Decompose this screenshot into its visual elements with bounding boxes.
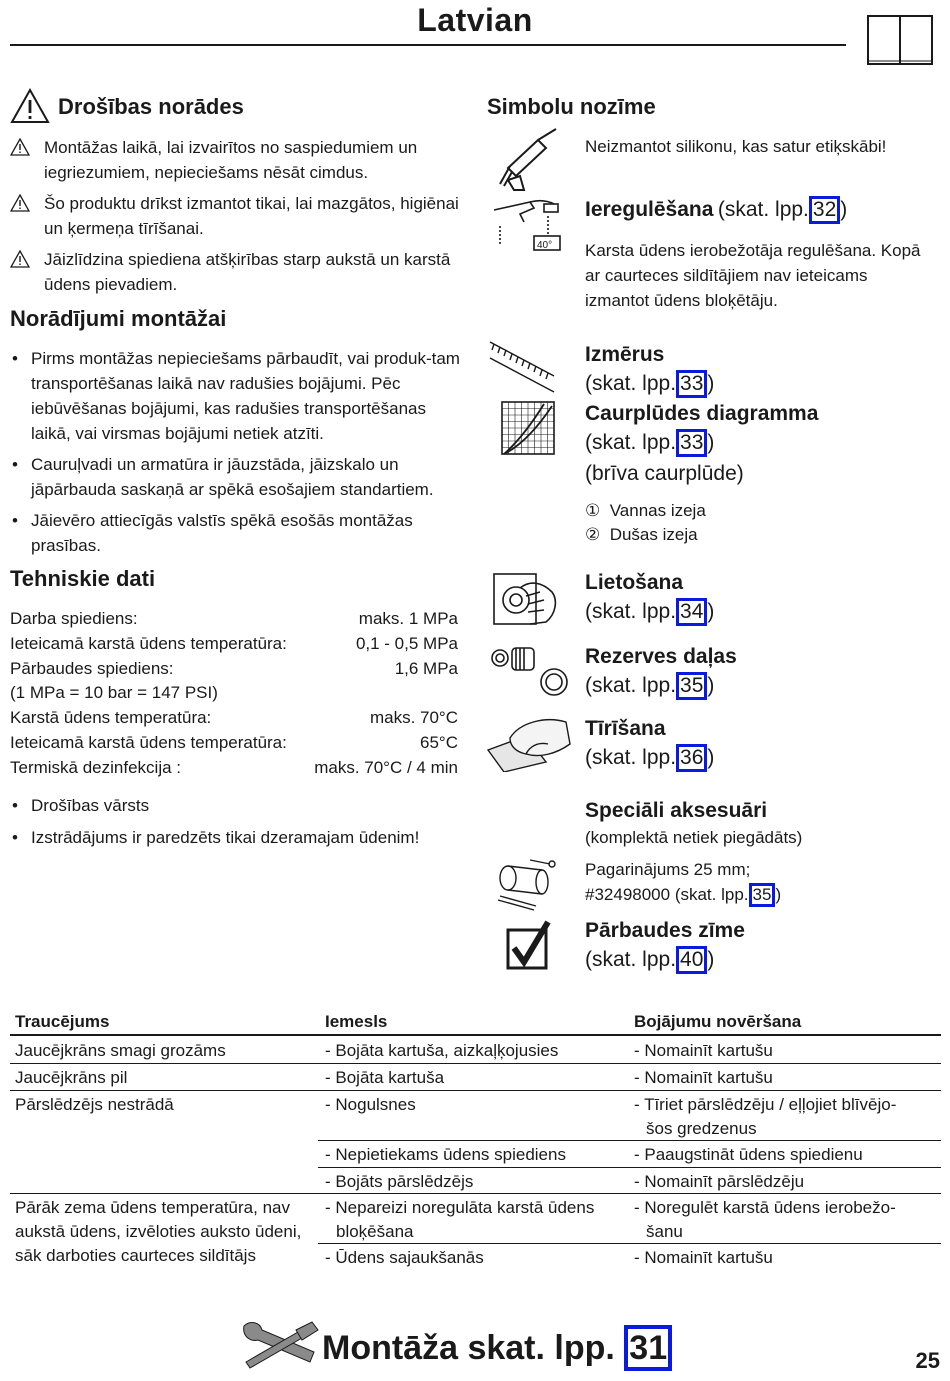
page-ref-link[interactable]: 33 [676,370,707,398]
page-ref-link[interactable]: 36 [676,744,707,772]
safety-item: Šo produktu drīkst izmantot tikai, lai mazgātos, higiēnai un ķermeņa tīrīšanai. [10,191,460,241]
silicone-gun-icon [498,126,562,192]
table-cell: Pārāk zema ūdens temperatūra, nav [15,1198,290,1217]
warning-icon [10,138,30,156]
table-cell: Jaucējkrāns pil [15,1068,128,1087]
list-item: • Pirms montāžas nepieciešams pārbaudīt, vai produk-tam transportēšanas laikā nav radušies bojājumi. Pēc iebūvēšanas bojājumi, kas radušies transportēšanas laikā, vai virsmas bojājumi netiek atzīti. [12,349,460,443]
spare-parts-icon [490,640,570,698]
accessories-ref: #32498000 (skat. lpp. 35 ) [585,882,781,907]
page-ref-link[interactable]: 35 [749,883,776,907]
silicone-note: Neizmantot silikonu, kas satur etiķskābi! [585,137,887,156]
warning-triangle-icon [10,88,50,124]
table-cell: sāk darboties caurteces sildītājs [15,1246,256,1265]
flow-legend-item: ② Dušas izeja [585,525,698,544]
table-cell: - Nogulsnes [325,1095,416,1114]
circled-one: ① [585,501,601,520]
adjust-heading: Ieregulēšana (skat. lpp. 32 ) [585,196,847,224]
table-cell: - Nepietiekams ūdens spiediens [325,1145,566,1164]
list-item: • Jāievēro attiecīgās valstīs spēkā esošās montāžas prasības. [12,511,413,555]
safety-item: Montāžas laikā, lai izvairītos no saspiedumiem un iegriezumiem, nepieciešams nēsāt cimdus. [10,135,460,185]
page-title: Latvian [417,2,533,38]
table-header: Bojājumu novēršana [634,1012,802,1031]
table-cell: - Bojāts pārslēdzējs [325,1172,474,1191]
table-cell: šos gredzenus [646,1119,757,1138]
table-header: Traucējums [15,1012,110,1031]
table-cell: - Ūdens sajaukšanās [325,1248,484,1267]
checkmark-icon [502,918,552,972]
circled-two: ② [585,525,601,544]
assembly-reference: Montāža skat. lpp. 31 [322,1325,672,1371]
usage-heading: Lietošana (skat. lpp. 34 ) [585,568,714,628]
tech-row: Pārbaudes spiediens: 1,6 MPa [10,659,458,678]
usage-hand-icon [490,566,562,628]
safety-item: Jāizlīdzina spiediena atšķirības starp aukstā un karstā ūdens pievadiem. [10,247,460,297]
flow-legend-item: ① Vannas izeja [585,501,706,520]
accessories-note: (komplektā netiek piegādāts) [585,828,803,847]
book-icon [866,14,934,68]
page-ref-link[interactable]: 35 [676,672,707,700]
table-cell: - Nomainīt kartušu [634,1068,773,1087]
table-cell: - Nomainīt kartušu [634,1041,773,1060]
page-ref-link[interactable]: 31 [624,1325,672,1371]
tech-row: Termiskā dezinfekcija : maks. 70°C / 4 min [10,758,458,777]
tech-row: Darba spiediens: maks. 1 MPa [10,609,458,628]
table-cell: Pārslēdzējs nestrādā [15,1095,174,1114]
list-item: • Cauruļvadi un armatūra ir jāuzstāda, jāizskalo un jāpārbauda saskaņā ar spēkā esošajiem standartiem. [12,455,434,499]
flow-diagram-icon [500,400,556,456]
table-cell: - Bojāta kartuša [325,1068,445,1087]
table-cell: šanu [646,1222,683,1241]
parts-heading: Rezerves daļas (skat. lpp. 35 ) [585,642,737,702]
ruler-icon [488,340,556,394]
table-header: Iemesls [325,1012,388,1031]
adjust-description: Karsta ūdens ierobežotāja regulēšana. Kopā ar caurteces sildītājiem nav ieteicams izmantot ūdens bloķētāju. [585,241,921,310]
symbols-title: Simbolu nozīme [487,94,656,119]
clean-heading: Tīrīšana (skat. lpp. 36 ) [585,714,714,774]
page-number: 25 [915,1348,940,1373]
list-item: • Izstrādājums ir paredzēts tikai dzeramajam ūdenim! [12,828,420,847]
list-item: • Drošības vārsts [12,796,150,815]
table-cell: - Nomainīt kartušu [634,1248,773,1267]
title-rule [10,44,846,46]
svg-text:40°: 40° [537,240,553,251]
tech-row: Ieteicamā karstā ūdens temperatūra: 0,1 - 0,5 MPa [10,634,458,653]
table-cell: Jaucējkrāns smagi grozāms [15,1041,226,1060]
table-cell: - Bojāta kartuša, aizkaļķojusies [325,1041,559,1060]
cleaning-cloth-icon [486,714,572,772]
table-cell: - Paaugstināt ūdens spiedienu [634,1145,863,1164]
table-cell: bloķēšana [336,1222,414,1241]
page-ref-link[interactable]: 33 [676,429,707,457]
accessories-line1: Pagarinājums 25 mm; [585,860,751,879]
table-cell: - Noregulēt karstā ūdens ierobežo- [634,1198,896,1217]
extension-accessory-icon [494,856,560,912]
adjust-temperature-icon [490,196,566,254]
assembly-title: Norādījumi montāžai [10,306,227,331]
tech-row: Ieteicamā karstā ūdens temperatūra: 65°C [10,733,458,752]
page-ref-link[interactable]: 40 [676,946,707,974]
check-heading: Pārbaudes zīme (skat. lpp. 40 ) [585,916,745,976]
page-ref-link[interactable]: 32 [809,196,840,224]
page-ref-link[interactable]: 34 [676,598,707,626]
tech-row: (1 MPa = 10 bar = 147 PSI) [10,683,218,702]
tech-row: Karstā ūdens temperatūra: maks. 70°C [10,708,458,727]
table-cell: - Tīriet pārslēdzēju / eļļojiet blīvējo- [634,1095,897,1114]
accessories-title: Speciāli aksesuāri [585,799,768,822]
dims-heading: Izmērus (skat. lpp. 33 ) [585,340,714,400]
table-cell: - Nomainīt pārslēdzēju [634,1172,805,1191]
tech-title: Tehniskie dati [10,566,156,591]
flow-heading: Caurplūdes diagramma (skat. lpp. 33 ) (brīva caurplūde) [585,402,819,485]
wrench-screwdriver-icon [240,1318,320,1370]
table-cell: aukstā ūdens, izvēloties auksto ūdeni, [15,1222,302,1241]
safety-title: Drošības norādes [58,94,244,119]
warning-icon [10,194,30,212]
warning-icon [10,250,30,268]
table-cell: - Nepareizi noregulāta karstā ūdens [325,1198,595,1217]
